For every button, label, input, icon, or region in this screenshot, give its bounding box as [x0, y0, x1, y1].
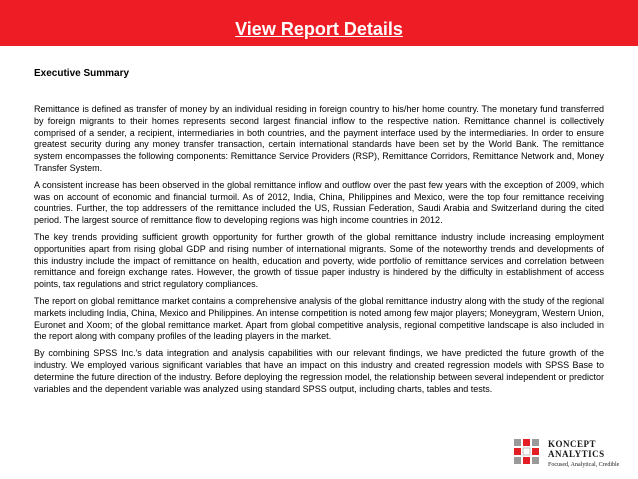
view-report-details-link[interactable]: View Report Details — [235, 19, 403, 39]
logo-name-line1: KONCEPT — [548, 439, 597, 449]
koncept-analytics-logo — [512, 437, 622, 473]
paragraph-definition: Remittance is defined as transfer of money by an individual residing in foreign country to his/her home country. The monetary fund transferred by foreign migrants to their homes represents second largest financial inflow to the respective nation. Remittance channel is collectively comprised of a sender, a recipient, intermediaries in both countries, and the payment interface used by the intermediaries. In order to ensure greatest security during any money transfer transaction, certain international standards have been set by the World Bank. The remittance system encompasses the following components: Remittance Service Providers (RSP), Remittance Corridors, Remittance Network and, Money Transfer System. — [34, 104, 604, 173]
report-body — [34, 104, 604, 400]
paragraph-trends: The key trends providing sufficient growth opportunity for further growth of the global remittance industry include increasing employment opportunities apart from rising global GDP and rising number of international migrants. Some of the noteworthy trends and developments of this industry include the impact of remittance on health, education and poverty, wide portfolio of remittance services and correlation between remittance and foreign exchange rates. However, the growth of tissue paper industry is hindered by the difficulty in establishment of access points, tax regulations and strict regulatory compliances. — [34, 231, 604, 290]
koncept-analytics-logo-icon — [512, 437, 542, 467]
paragraph-growth: A consistent increase has been observed in the global remittance inflow and outflow over the past few years with the exception of 2009, which was on account of economic and financial turmoil. As of 2012, India, China, Philippines and Mexico, were the top four remittance receiving countries. Further, the top addressers of the remittance included the US, Russian Federation, Saudi Arabia and Switzerland during the cited period. The largest source of remittance flow to developing regions was high income countries in 2012. — [34, 179, 604, 226]
paragraph-methodology: By combining SPSS Inc.'s data integration and analysis capabilities with our relevant findings, we have predicted the future growth of the industry. We employed various significant variables that have an impact on this industry and created regression models with SPSS Base to determine the future direction of the industry. Before deploying the regression model, the relationship between several independent or predictor variables and the dependent variable was analyzed using standard SPSS output, including charts, tables and tests. — [34, 348, 604, 394]
paragraph-competition: The report on global remittance market contains a comprehensive analysis of the global remittance industry along with the study of the regional markets including India, China, Mexico and Philippines. An intense competition is noted among few major players; Moneygram, Western Union, Euronet and Xoom; of the global remittance market. Apart from global competitive analysis, regional competitive landscape is also included in the report along with company profiles of the leading players in the market. — [34, 295, 604, 342]
logo-tagline: Focused, Analytical, Credible — [548, 462, 620, 468]
section-heading: Executive Summary — [34, 68, 130, 79]
logo-name-line2: ANALYTICS — [548, 449, 605, 459]
